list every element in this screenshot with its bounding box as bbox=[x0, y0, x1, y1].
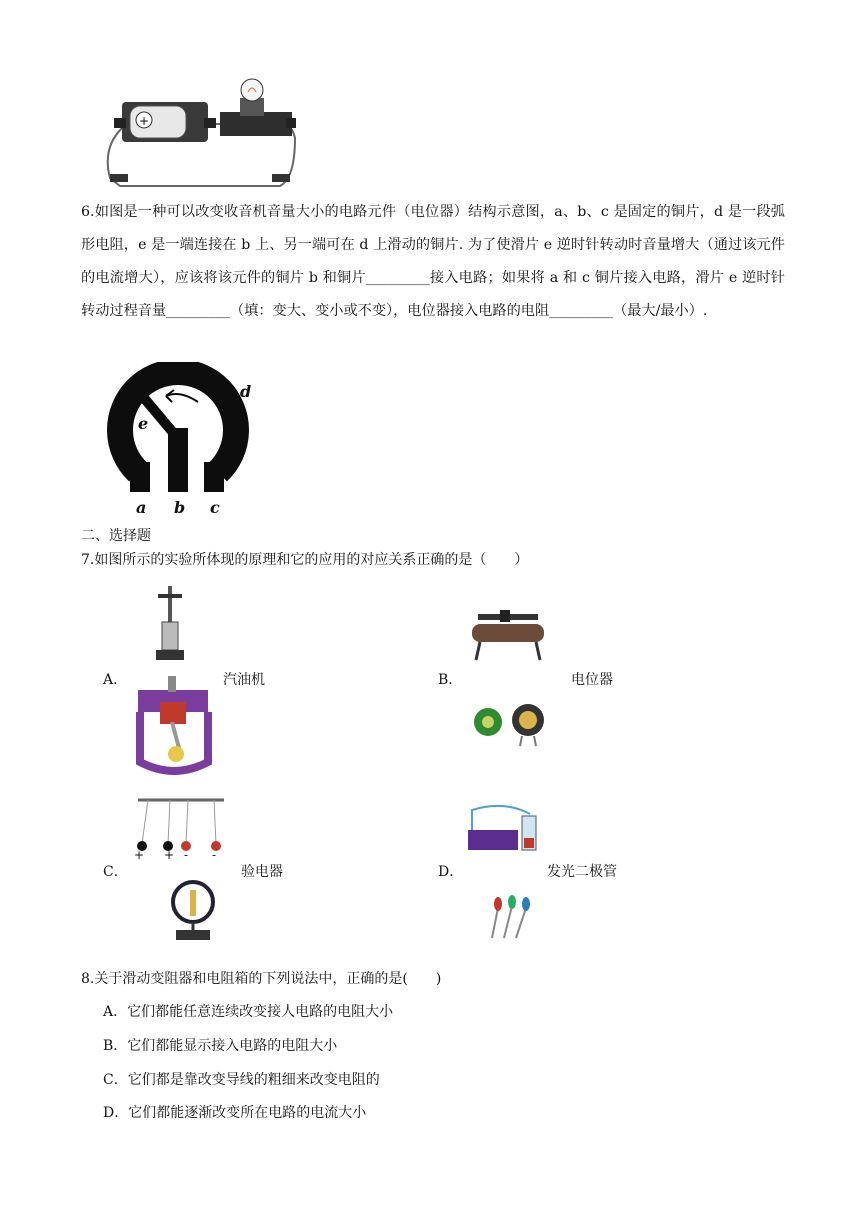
option-b-potentiometer-image bbox=[472, 694, 562, 748]
option-d-letter: D． bbox=[438, 864, 464, 880]
option-c-electroscope-image bbox=[170, 872, 216, 944]
question-8-text: 8.关于滑动变阻器和电阻箱的下列说法中，正确的是( ) bbox=[81, 971, 442, 987]
svg-text:+: + bbox=[139, 114, 150, 128]
option-a-engine-image bbox=[134, 672, 214, 776]
question-6-text bbox=[81, 196, 785, 328]
option-d-label: 发光二极管 bbox=[547, 864, 617, 880]
option-b-top-image bbox=[470, 608, 546, 664]
charge-sign-3: - bbox=[184, 848, 189, 862]
option-c-letter: C． bbox=[103, 864, 128, 880]
option-b-label: 电位器 bbox=[571, 672, 613, 688]
label-d: d bbox=[240, 382, 252, 401]
label-c: c bbox=[210, 498, 220, 517]
charge-sign-2: + bbox=[164, 848, 175, 862]
q8-option-a: A．它们都能任意连续改变接人电路的电阻大小 bbox=[103, 1004, 394, 1020]
question-6-body: 6.如图是一种可以改变收音机音量大小的电路元件（电位器）结构示意图，a、b、c 是固定的铜片，d 是一段弧形电阻，e 是一端连接在 b 上、另一端可在 d 上滑动的铜片. 为了使滑片 e 逆时针转动时音量增大（通过该元件的电流增大），应该将该元件的铜片 b 和铜片_________接入电路；如果将 a 和 c 铜片接入电路，滑片 e 逆时针转动过程音量_________（填：变大、变小或不变），电位器接入电路的电阻_________（最大/最小）. bbox=[81, 204, 785, 319]
label-e: e bbox=[138, 414, 149, 433]
circuit-figure bbox=[100, 78, 310, 196]
section-title: 二、选择题 bbox=[81, 528, 151, 544]
option-d-led-image bbox=[488, 894, 534, 942]
option-b-letter: B． bbox=[438, 672, 463, 688]
charge-sign-1: + bbox=[134, 848, 145, 862]
option-a-label: 汽油机 bbox=[223, 672, 265, 688]
question-7-text: 7.如图所示的实验所体现的原理和它的应用的对应关系正确的是（ ） bbox=[81, 552, 529, 568]
option-c-pendulum-image bbox=[128, 796, 228, 866]
option-a-letter: A． bbox=[103, 672, 128, 688]
q8-option-b: B．它们都能显示接入电路的电阻大小 bbox=[103, 1038, 338, 1054]
option-a-top-image bbox=[152, 584, 188, 664]
label-a: a bbox=[136, 498, 147, 517]
charge-sign-4: - bbox=[212, 848, 217, 862]
q8-option-c: C．它们都是靠改变导线的粗细来改变电阻的 bbox=[103, 1072, 380, 1088]
option-c-label: 验电器 bbox=[241, 864, 283, 880]
label-b: b bbox=[174, 498, 186, 517]
option-d-circuit-image bbox=[464, 800, 544, 858]
q8-option-d: D．它们都能逐渐改变所在电路的电流大小 bbox=[103, 1105, 367, 1121]
potentiometer-figure bbox=[100, 362, 260, 522]
